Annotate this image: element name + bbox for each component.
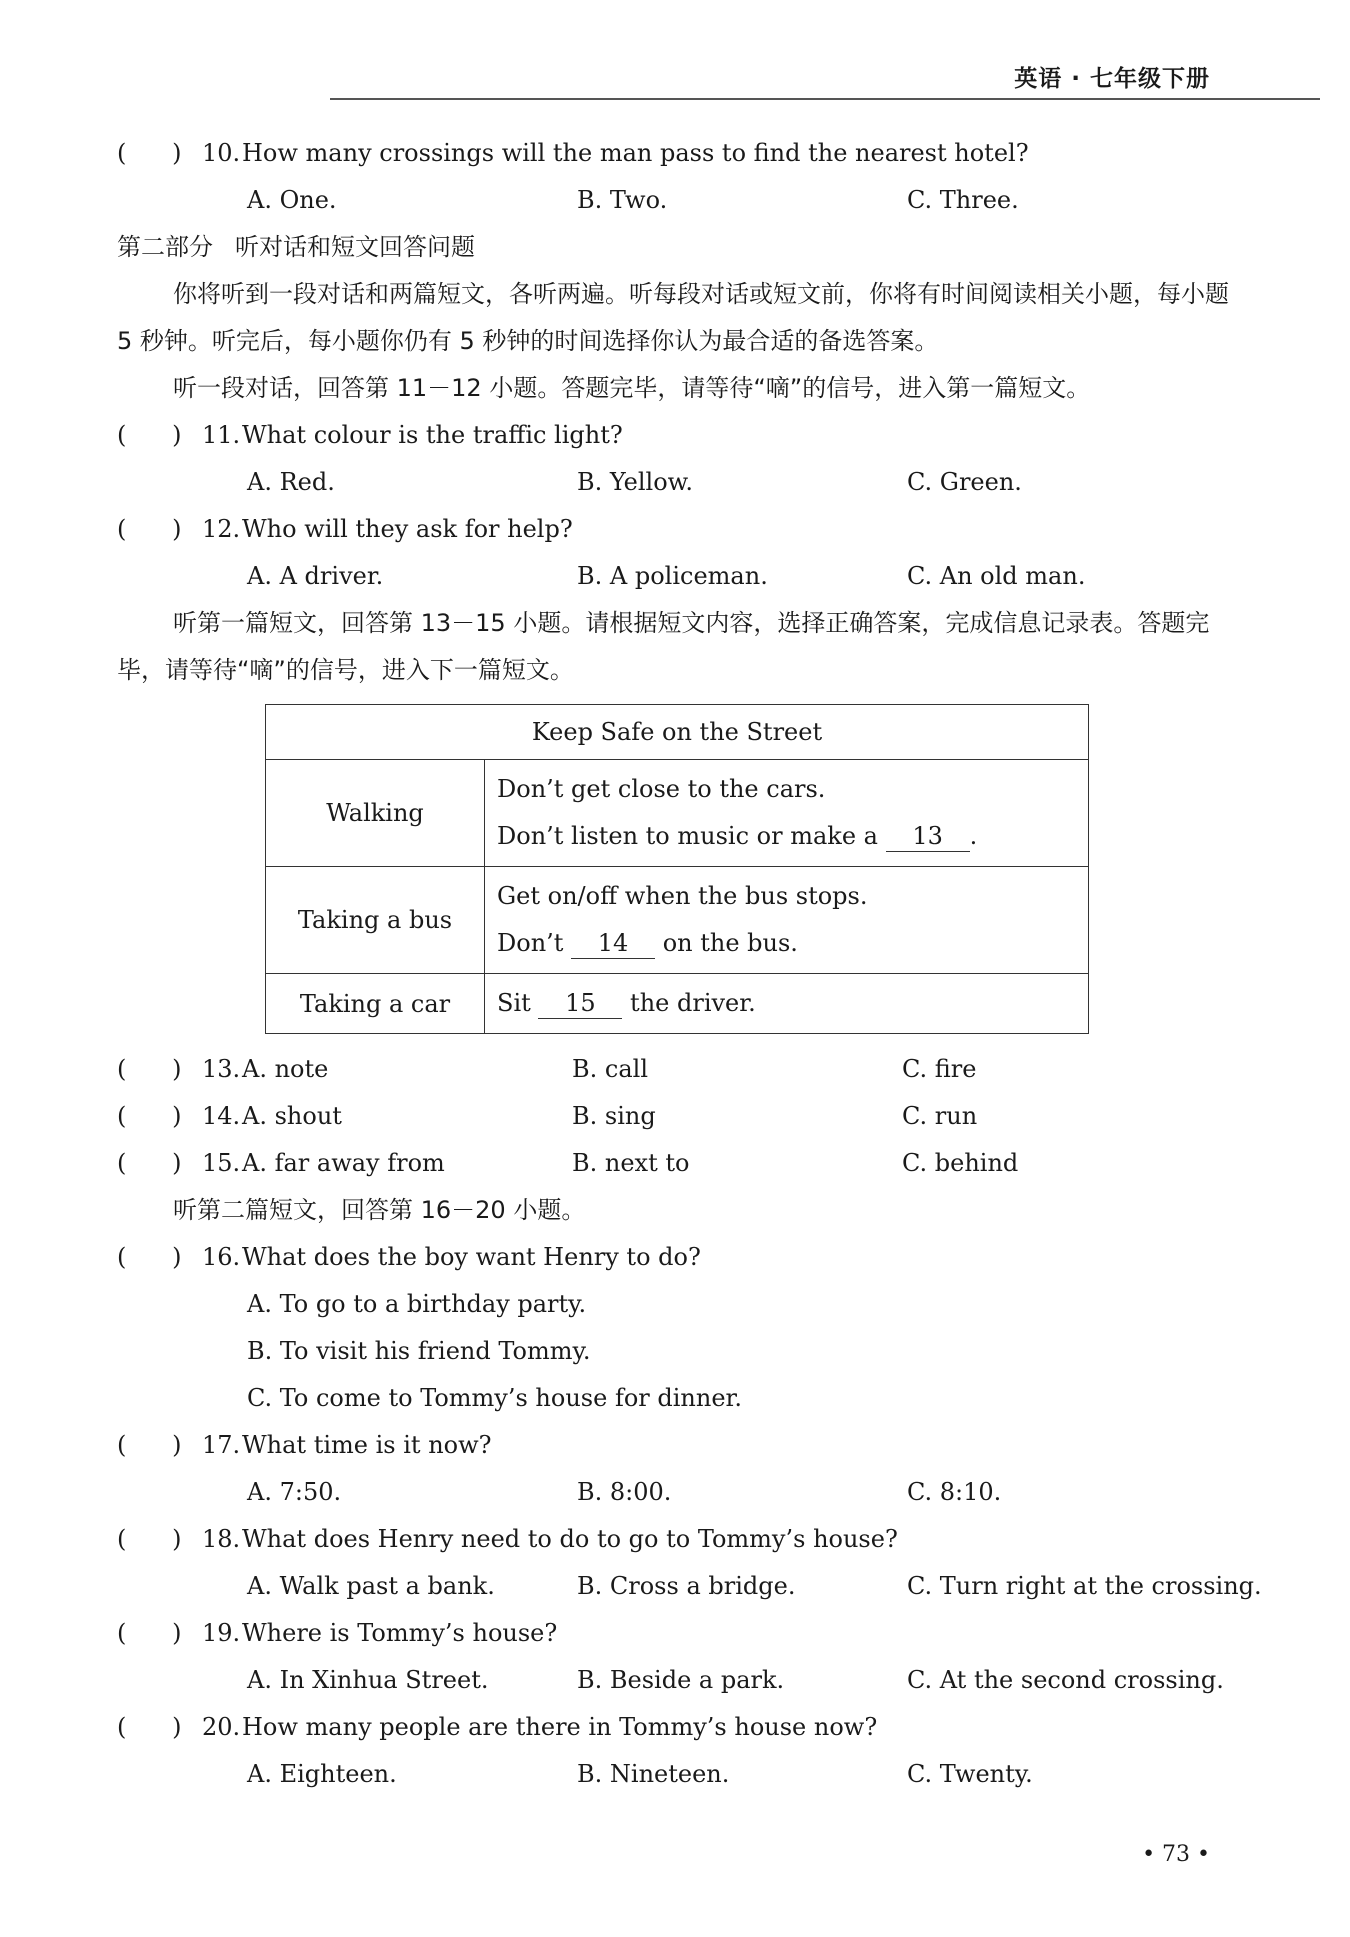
question-16	[117, 1234, 1237, 1281]
answer-blank[interactable]: ( )	[117, 1431, 182, 1459]
content	[117, 130, 1262, 1798]
options-12	[117, 553, 1237, 600]
bus-line-2-end: on the bus.	[662, 929, 798, 957]
table-row-car	[266, 974, 1089, 1034]
option-b: B. sing	[572, 1102, 656, 1130]
question-number: 14.	[202, 1102, 241, 1130]
option-c: C. To come to Tommy’s house for dinner.	[247, 1384, 742, 1412]
question-text: Who will they ask for help?	[242, 515, 573, 543]
option-b: B. 8:00.	[577, 1478, 672, 1506]
walking-line-1: Don’t get close to the cars.	[497, 775, 826, 803]
option-a: A. One.	[247, 186, 337, 214]
table-row-walking	[266, 760, 1089, 867]
option-b: B. Two.	[577, 186, 668, 214]
option-a: A. note	[242, 1055, 329, 1083]
options-18	[117, 1563, 1262, 1610]
section-name: 听对话和短文回答问题	[235, 233, 475, 261]
option-a: A. Walk past a bank.	[247, 1572, 495, 1600]
question-11	[117, 412, 1237, 459]
question-number: 15.	[202, 1149, 241, 1177]
question-text: What time is it now?	[242, 1431, 492, 1459]
row-label: Taking a car	[266, 974, 485, 1034]
blank-15[interactable]: 15	[538, 988, 622, 1019]
question-text: How many people are there in Tommy’s house now?	[242, 1713, 878, 1741]
answer-blank[interactable]: ( )	[117, 1102, 182, 1130]
option-a: A. Red.	[247, 468, 335, 496]
options-17	[117, 1469, 1237, 1516]
question-number: 12.	[202, 515, 241, 543]
table-title: Keep Safe on the Street	[266, 705, 1089, 760]
walking-line-2-end: .	[969, 822, 978, 850]
question-number: 10.	[202, 139, 241, 167]
option-c: C. Twenty.	[907, 1760, 1033, 1788]
option-b: B. A policeman.	[577, 562, 768, 590]
option-b: B. Yellow.	[577, 468, 693, 496]
option-a: A. A driver.	[247, 562, 384, 590]
option-c: C. Three.	[907, 186, 1019, 214]
option-b: B. Beside a park.	[577, 1666, 785, 1694]
answer-blank[interactable]: ( )	[117, 139, 182, 167]
answer-blank[interactable]: ( )	[117, 515, 182, 543]
options-20	[117, 1751, 1237, 1798]
question-number: 18.	[202, 1525, 241, 1553]
option-c: C. An old man.	[907, 562, 1086, 590]
options-10	[117, 177, 1237, 224]
option-b: B. To visit his friend Tommy.	[247, 1337, 591, 1365]
question-14	[117, 1093, 1237, 1140]
option-b: B. next to	[572, 1149, 690, 1177]
row-content	[485, 867, 1089, 974]
question-number: 16.	[202, 1243, 241, 1271]
question-20	[117, 1704, 1237, 1751]
option-b: B. call	[572, 1055, 648, 1083]
header-rule	[330, 98, 1320, 100]
question-15	[117, 1140, 1237, 1187]
bus-line-1: Get on/off when the bus stops.	[497, 882, 868, 910]
passage1-instruction: 听第一篇短文，回答第 13－15 小题。请根据短文内容，选择正确答案，完成信息记录表。答题完毕，请等待“嘀”的信号，进入下一篇短文。	[117, 609, 1210, 684]
section-intro: 你将听到一段对话和两篇短文，各听两遍。听每段对话或短文前，你将有时间阅读相关小题，每小题 5 秒钟。听完后，每小题你仍有 5 秒钟的时间选择你认为最合适的备选答案。	[117, 280, 1229, 355]
question-number: 11.	[202, 421, 241, 449]
option-c: C. 8:10.	[907, 1478, 1002, 1506]
section-label: 第二部分	[117, 233, 213, 261]
answer-blank[interactable]: ( )	[117, 1149, 182, 1177]
question-18	[117, 1516, 1237, 1563]
section-title	[117, 224, 1237, 271]
info-table-wrap	[265, 704, 1089, 1034]
answer-blank[interactable]: ( )	[117, 421, 182, 449]
question-17	[117, 1422, 1237, 1469]
walking-line-2-text: Don’t listen to music or make a	[497, 822, 878, 850]
option-b: B. Nineteen.	[577, 1760, 730, 1788]
option-b: B. Cross a bridge.	[577, 1572, 796, 1600]
page-number: • 73 •	[1142, 1842, 1210, 1867]
row-content	[485, 974, 1089, 1034]
table-row-bus	[266, 867, 1089, 974]
blank-14[interactable]: 14	[571, 928, 655, 959]
question-text: How many crossings will the man pass to find the nearest hotel?	[242, 139, 1029, 167]
car-text-end: the driver.	[630, 989, 756, 1017]
options-19	[117, 1657, 1237, 1704]
options-11	[117, 459, 1237, 506]
blank-13[interactable]: 13	[886, 821, 970, 852]
question-number: 20.	[202, 1713, 241, 1741]
row-content	[485, 760, 1089, 867]
row-label: Taking a bus	[266, 867, 485, 974]
question-text: What colour is the traffic light?	[242, 421, 623, 449]
info-table	[265, 704, 1089, 1034]
dialogue-instruction: 听一段对话，回答第 11－12 小题。答题完毕，请等待“嘀”的信号，进入第一篇短文。	[173, 374, 1091, 402]
question-12	[117, 506, 1237, 553]
bus-line-2	[497, 920, 1076, 967]
option-a: A. far away from	[242, 1149, 445, 1177]
passage2-instruction: 听第二篇短文，回答第 16－20 小题。	[173, 1196, 586, 1224]
option-c: C. Turn right at the crossing.	[907, 1572, 1262, 1600]
question-19	[117, 1610, 1237, 1657]
answer-blank[interactable]: ( )	[117, 1243, 182, 1271]
question-number: 17.	[202, 1431, 241, 1459]
answer-blank[interactable]: ( )	[117, 1055, 182, 1083]
option-c: C. behind	[902, 1149, 1019, 1177]
header-title: 英语 · 七年级下册	[1014, 66, 1210, 92]
option-a: A. To go to a birthday party.	[247, 1290, 587, 1318]
question-text: What does Henry need to do to go to Tommy’s house?	[242, 1525, 898, 1553]
option-a: A. 7:50.	[247, 1478, 342, 1506]
bus-line-2-text: Don’t	[497, 929, 564, 957]
question-text: What does the boy want Henry to do?	[242, 1243, 701, 1271]
question-number: 13.	[202, 1055, 241, 1083]
walking-line-2	[497, 813, 1076, 860]
question-13	[117, 1046, 1237, 1093]
answer-blank[interactable]: ( )	[117, 1619, 182, 1647]
question-10	[117, 130, 1237, 177]
question-text: Where is Tommy’s house?	[242, 1619, 558, 1647]
option-a: A. shout	[242, 1102, 342, 1130]
answer-blank[interactable]: ( )	[117, 1713, 182, 1741]
option-c: C. At the second crossing.	[907, 1666, 1224, 1694]
car-text: Sit	[497, 989, 531, 1017]
option-c: C. Green.	[907, 468, 1022, 496]
option-a: A. Eighteen.	[247, 1760, 397, 1788]
answer-blank[interactable]: ( )	[117, 1525, 182, 1553]
option-c: C. fire	[902, 1055, 977, 1083]
question-number: 19.	[202, 1619, 241, 1647]
option-c: C. run	[902, 1102, 978, 1130]
option-a: A. In Xinhua Street.	[247, 1666, 489, 1694]
row-label: Walking	[266, 760, 485, 867]
